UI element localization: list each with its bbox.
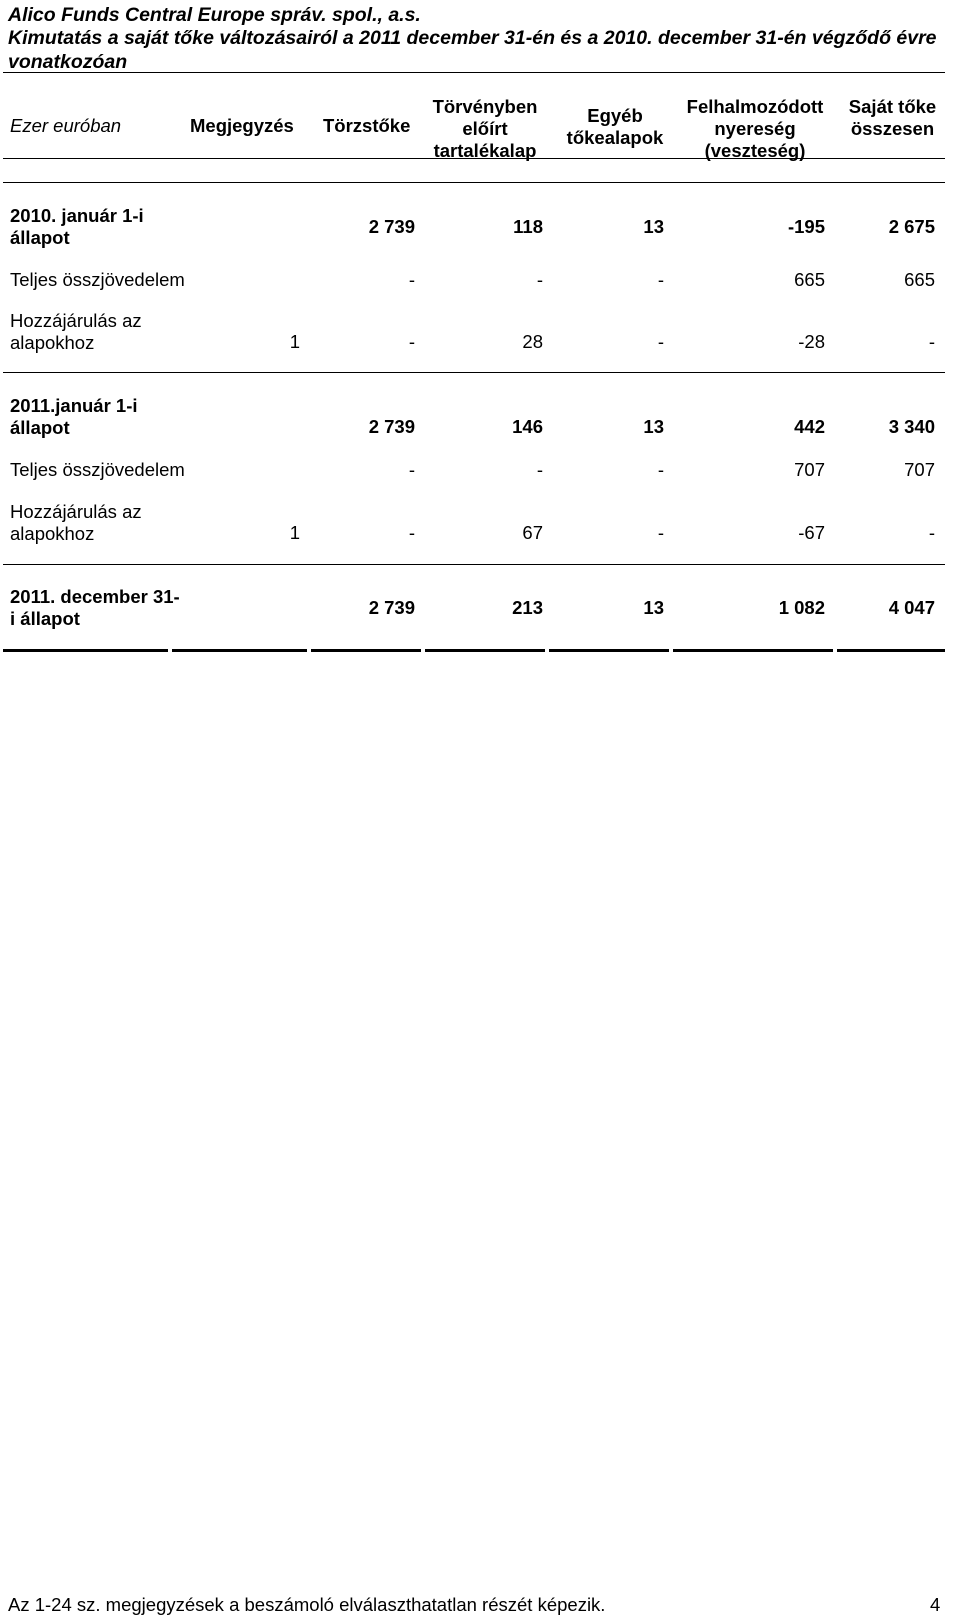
table-cell-capital: 2 739 — [368, 416, 415, 437]
closing-rule-segment — [3, 649, 168, 652]
table-cell-other-funds: - — [657, 459, 664, 480]
table-cell-retained: -67 — [798, 522, 825, 543]
closing-rule-segment — [549, 649, 669, 652]
table-cell-capital: 2 739 — [368, 597, 415, 618]
statement-title: Kimutatás a saját tőke változásairól a 2011 december 31-én és a 2010. december 31-én végződő évre vonatkozóan — [8, 27, 937, 73]
table-cell-total: 665 — [904, 269, 935, 290]
table-cell-retained: -28 — [798, 331, 825, 352]
closing-rule-segment — [172, 649, 307, 652]
table-row-label: 2011.január 1-i állapot — [10, 395, 138, 438]
table-cell-total: 3 340 — [888, 416, 935, 437]
table-cell-retained: 442 — [794, 416, 825, 437]
table-cell-other-funds: 13 — [643, 597, 664, 618]
table-cell-other-funds: - — [657, 331, 664, 352]
header-total: Saját tőke összesen — [848, 96, 937, 139]
table-cell-capital: - — [408, 522, 415, 543]
header-divider — [3, 158, 945, 159]
title-divider — [3, 72, 945, 73]
header-note: Megjegyzés — [190, 115, 294, 136]
document-title: Alico Funds Central Europe správ. spol., a.s. — [8, 4, 421, 26]
table-cell-total: 707 — [904, 459, 935, 480]
page-number: 4 — [930, 1594, 941, 1615]
table-cell-legal-reserve: 67 — [522, 522, 543, 543]
table-cell-legal-reserve: - — [536, 269, 543, 290]
table-cell-legal-reserve: 213 — [512, 597, 543, 618]
table-cell-retained: 665 — [794, 269, 825, 290]
header-legal-reserve: Törvényben előírt tartalékalap — [432, 96, 538, 161]
footer-note: Az 1-24 sz. megjegyzések a beszámoló elválaszthatatlan részét képezik. — [8, 1594, 606, 1615]
table-cell-legal-reserve: 28 — [522, 331, 543, 352]
header-underline — [3, 182, 945, 183]
table-cell-capital: - — [408, 459, 415, 480]
header-unit: Ezer euróban — [10, 115, 122, 136]
table-row-label: 2010. január 1-i állapot — [10, 205, 144, 248]
table-cell-total: - — [928, 331, 935, 352]
row-divider — [3, 372, 945, 373]
table-cell-note: 1 — [289, 522, 300, 543]
table-row-label: Hozzájárulás az alapokhoz — [10, 310, 142, 353]
table-cell-total: - — [928, 522, 935, 543]
row-divider — [3, 564, 945, 565]
table-cell-capital: - — [408, 269, 415, 290]
table-cell-other-funds: - — [657, 522, 664, 543]
table-cell-capital: 2 739 — [368, 216, 415, 237]
table-row-label: Teljes összjövedelem — [10, 459, 185, 480]
table-row-label: 2011. december 31-i állapot — [10, 586, 180, 629]
header-other-funds: Egyéb tőkealapok — [566, 105, 664, 148]
closing-rule-segment — [837, 649, 945, 652]
table-cell-total: 2 675 — [888, 216, 935, 237]
header-capital: Törzstőke — [323, 115, 411, 136]
table-cell-total: 4 047 — [888, 597, 935, 618]
closing-rule-segment — [425, 649, 545, 652]
table-cell-legal-reserve: 118 — [513, 216, 543, 237]
table-cell-other-funds: 13 — [643, 416, 664, 437]
header-retained: Felhalmozódott nyereség (veszteség) — [686, 96, 824, 161]
table-cell-retained: -195 — [787, 216, 825, 237]
table-cell-retained: 1 082 — [778, 597, 825, 618]
table-row-label: Hozzájárulás az alapokhoz — [10, 501, 142, 544]
table-cell-other-funds: 13 — [643, 216, 664, 237]
table-cell-capital: - — [408, 331, 415, 352]
table-cell-legal-reserve: 146 — [512, 416, 543, 437]
table-cell-note: 1 — [289, 331, 300, 352]
closing-rule-segment — [673, 649, 833, 652]
table-cell-other-funds: - — [657, 269, 664, 290]
table-cell-legal-reserve: - — [536, 459, 543, 480]
closing-rule-segment — [311, 649, 421, 652]
table-cell-retained: 707 — [794, 459, 825, 480]
table-row-label: Teljes összjövedelem — [10, 269, 185, 290]
